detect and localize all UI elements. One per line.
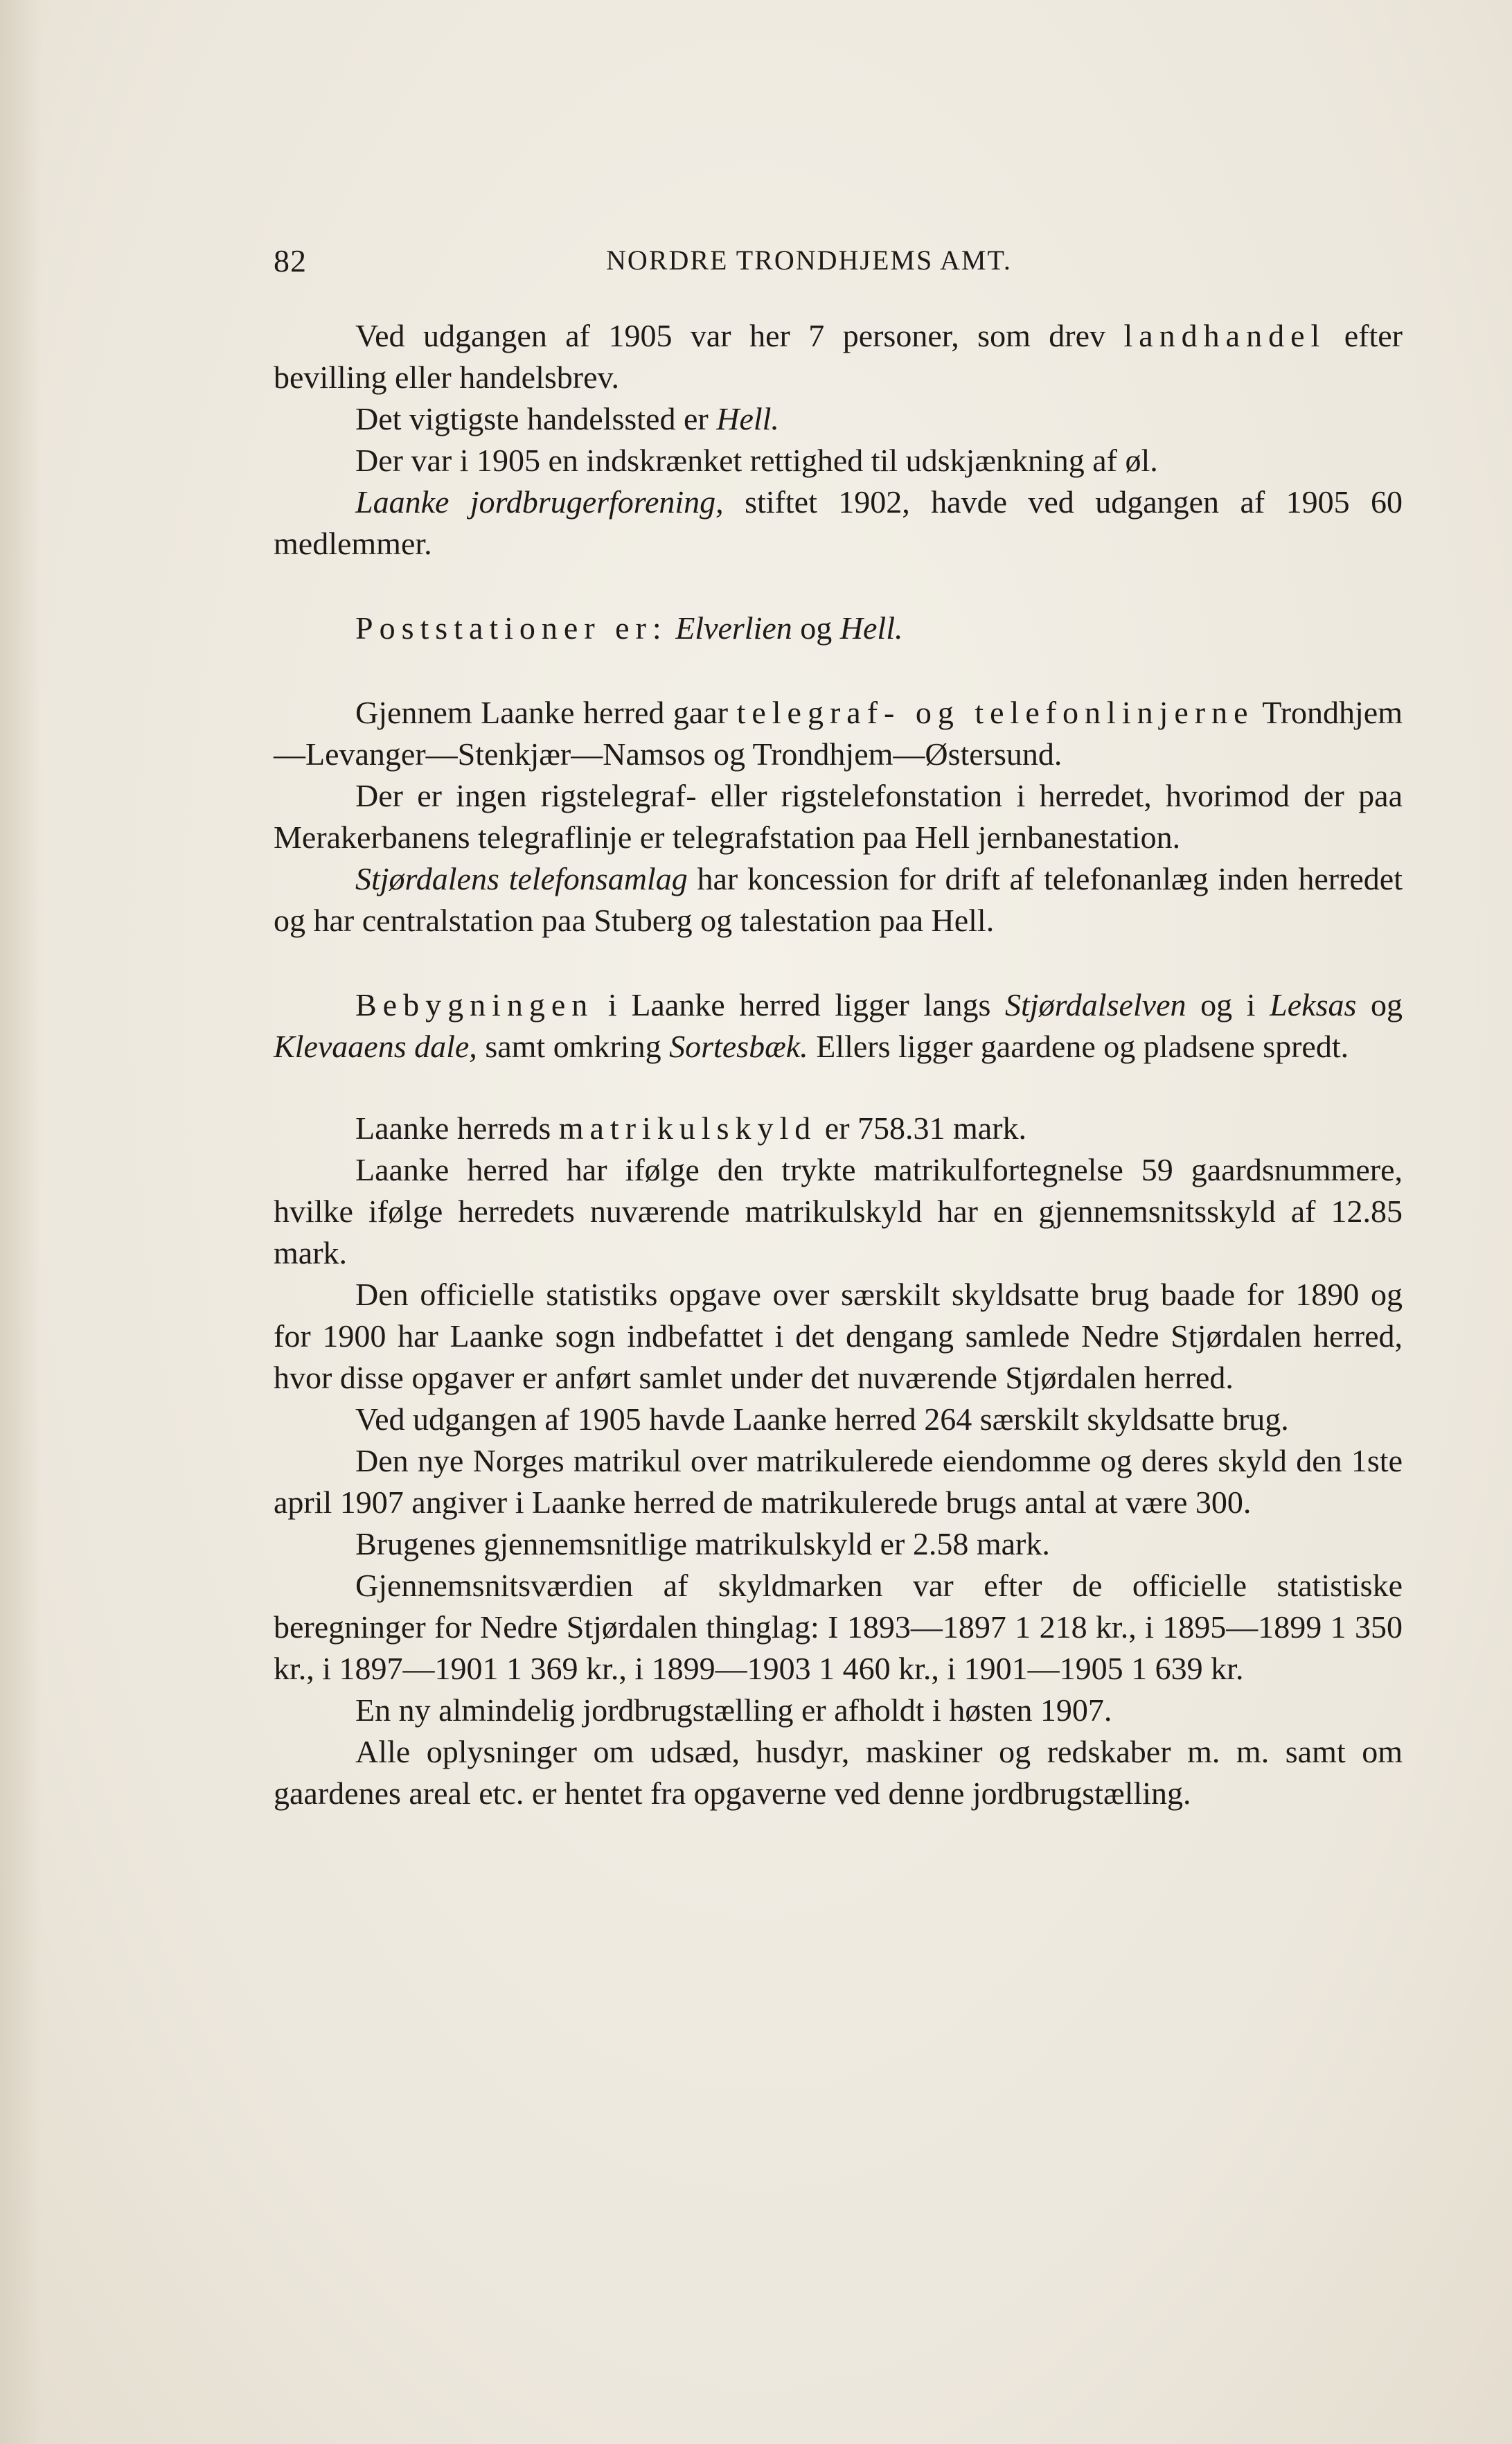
italic-term: Laanke jordbrugerforening, bbox=[355, 484, 724, 520]
text-run: Ved udgangen af 1905 var her 7 personer, som drev bbox=[355, 318, 1124, 353]
text-run: Den nye Norges matrikul over matrikulerede eiendomme og deres skyld den 1ste april 1907 angiver i Laanke herred de matrikulerede brugs antal at være 300. bbox=[274, 1443, 1403, 1520]
paragraph-brug-1905 bbox=[274, 1399, 1403, 1440]
text-run: Det vigtigste handelssted er bbox=[355, 401, 717, 436]
paragraph-skyldmarken bbox=[274, 1565, 1403, 1690]
text-run: Den officielle statistiks opgave over særskilt skyldsatte brug baade for 1890 og for 1900 har Laanke sogn indbefattet i det dengang samlede Nedre Stjørdalen herred, hvor disse opgaver er anført samlet under det nuværende Stjørdalen herred. bbox=[274, 1277, 1403, 1395]
paragraph-telegraf bbox=[274, 692, 1403, 775]
text-run: Der var i 1905 en indskrænket rettighed til udskjænkning af øl. bbox=[355, 443, 1158, 478]
body-text bbox=[274, 315, 1403, 1814]
spaced-term: Poststationer er: bbox=[355, 610, 668, 646]
paragraph-oplysninger bbox=[274, 1731, 1403, 1814]
paragraph-matrikulskyld bbox=[274, 1108, 1403, 1149]
text-run: samt omkring bbox=[477, 1029, 670, 1064]
text-run: og bbox=[1356, 987, 1403, 1022]
italic-term: Stjørdalselven bbox=[1005, 987, 1186, 1022]
text-run: Ved udgangen af 1905 havde Laanke herred 264 særskilt skyldsatte brug. bbox=[355, 1401, 1289, 1437]
spaced-term: Bebygningen bbox=[355, 987, 594, 1022]
paragraph-poststationer bbox=[274, 608, 1403, 649]
paragraph-statistik bbox=[274, 1274, 1403, 1399]
spaced-term: telegraf- og telefonlinjerne bbox=[736, 695, 1254, 730]
page-edge-shadow bbox=[0, 0, 42, 2444]
running-title: NORDRE TRONDHJEMS AMT. bbox=[606, 245, 1012, 276]
spacer bbox=[274, 565, 1403, 608]
text-run: Trondhjem—Levanger—Stenkjær—Namsos og Trondhjem—Østersund. bbox=[274, 695, 1403, 772]
italic-term: Sortesbæk. bbox=[669, 1029, 808, 1064]
paragraph-rigstelegraf bbox=[274, 775, 1403, 858]
italic-term: Hell. bbox=[839, 610, 903, 646]
page-header bbox=[274, 236, 1416, 284]
spaced-term: matrikulskyld bbox=[558, 1110, 817, 1146]
italic-term: Elverlien bbox=[675, 610, 792, 646]
text-run: En ny almindelig jordbrugstælling er afholdt i høsten 1907. bbox=[355, 1692, 1112, 1728]
text-run: Brugenes gjennemsnitlige matrikulskyld er 2.58 mark. bbox=[355, 1526, 1050, 1561]
text-run: Alle oplysninger om udsæd, husdyr, maskiner og redskaber m. m. samt om gaardenes areal etc. er hentet fra opgaverne ved denne jordbrugstælling. bbox=[274, 1734, 1403, 1811]
text-run: Laanke herreds bbox=[355, 1110, 559, 1146]
text-run: Laanke herred har ifølge den trykte matrikulfortegnelse 59 gaardsnummere, hvilke ifølge herredets nuværende matrikulskyld har en gjennemsnitsskyld af 12.85 mark. bbox=[274, 1152, 1403, 1270]
spacer bbox=[274, 1068, 1403, 1108]
spacer bbox=[274, 649, 1403, 692]
italic-term: Stjørdalens telefonsamlag bbox=[355, 861, 688, 896]
spacer bbox=[274, 941, 1403, 984]
text-run: stiftet 1902, havde ved udgangen af 1905 60 medlemmer. bbox=[274, 484, 1403, 561]
paragraph-telefonsamlag bbox=[274, 858, 1403, 941]
spaced-term: landhandel bbox=[1123, 318, 1326, 353]
text-run: Der er ingen rigstelegraf- eller rigstelefonstation i herredet, hvorimod der paa Merakerbanens telegraflinje er telegrafstation paa Hell jernbanestation. bbox=[274, 778, 1403, 855]
italic-term: Leksas bbox=[1270, 987, 1357, 1022]
italic-term: Hell. bbox=[716, 401, 779, 436]
paragraph-gaardsnummere bbox=[274, 1149, 1403, 1274]
paragraph-gjennemsnitlig-skyld bbox=[274, 1523, 1403, 1565]
text-run: efter bevilling eller handelsbrev. bbox=[274, 318, 1403, 395]
paragraph-jordbrugstaelling bbox=[274, 1690, 1403, 1731]
paragraph-bebygningen bbox=[274, 984, 1403, 1068]
paragraph-matrikul-1907 bbox=[274, 1440, 1403, 1523]
page-number: 82 bbox=[274, 243, 307, 278]
text-run: og i bbox=[1186, 987, 1270, 1022]
paragraph-handelssted bbox=[274, 398, 1403, 440]
text-run: i Laanke herred ligger langs bbox=[594, 987, 1006, 1022]
paragraph-landhandel bbox=[274, 315, 1403, 398]
text-run: Ellers ligger gaardene og pladsene spredt. bbox=[808, 1029, 1349, 1064]
paragraph-jordbrugerforening bbox=[274, 481, 1403, 565]
text-run: og bbox=[792, 610, 840, 646]
text-run: Gjennemsnitsværdien af skyldmarken var efter de officielle statistiske beregninger for Nedre Stjørdalen thinglag: I 1893—1897 1 218 kr., i 1895—1899 1 350 kr., i 1897—1901 1 369 kr., i 1899—1903 1 460 kr., i 1901—1905 1 639 kr. bbox=[274, 1568, 1403, 1686]
text-run: har koncession for drift af telefonanlæg inden herredet og har centralstation paa Stuberg og talestation paa Hell. bbox=[274, 861, 1403, 938]
paragraph-rettighed bbox=[274, 440, 1403, 481]
text-run: er 758.31 mark. bbox=[817, 1110, 1027, 1146]
text-run: Gjennem Laanke herred gaar bbox=[355, 695, 737, 730]
italic-term: Klevaaens dale, bbox=[274, 1029, 477, 1064]
